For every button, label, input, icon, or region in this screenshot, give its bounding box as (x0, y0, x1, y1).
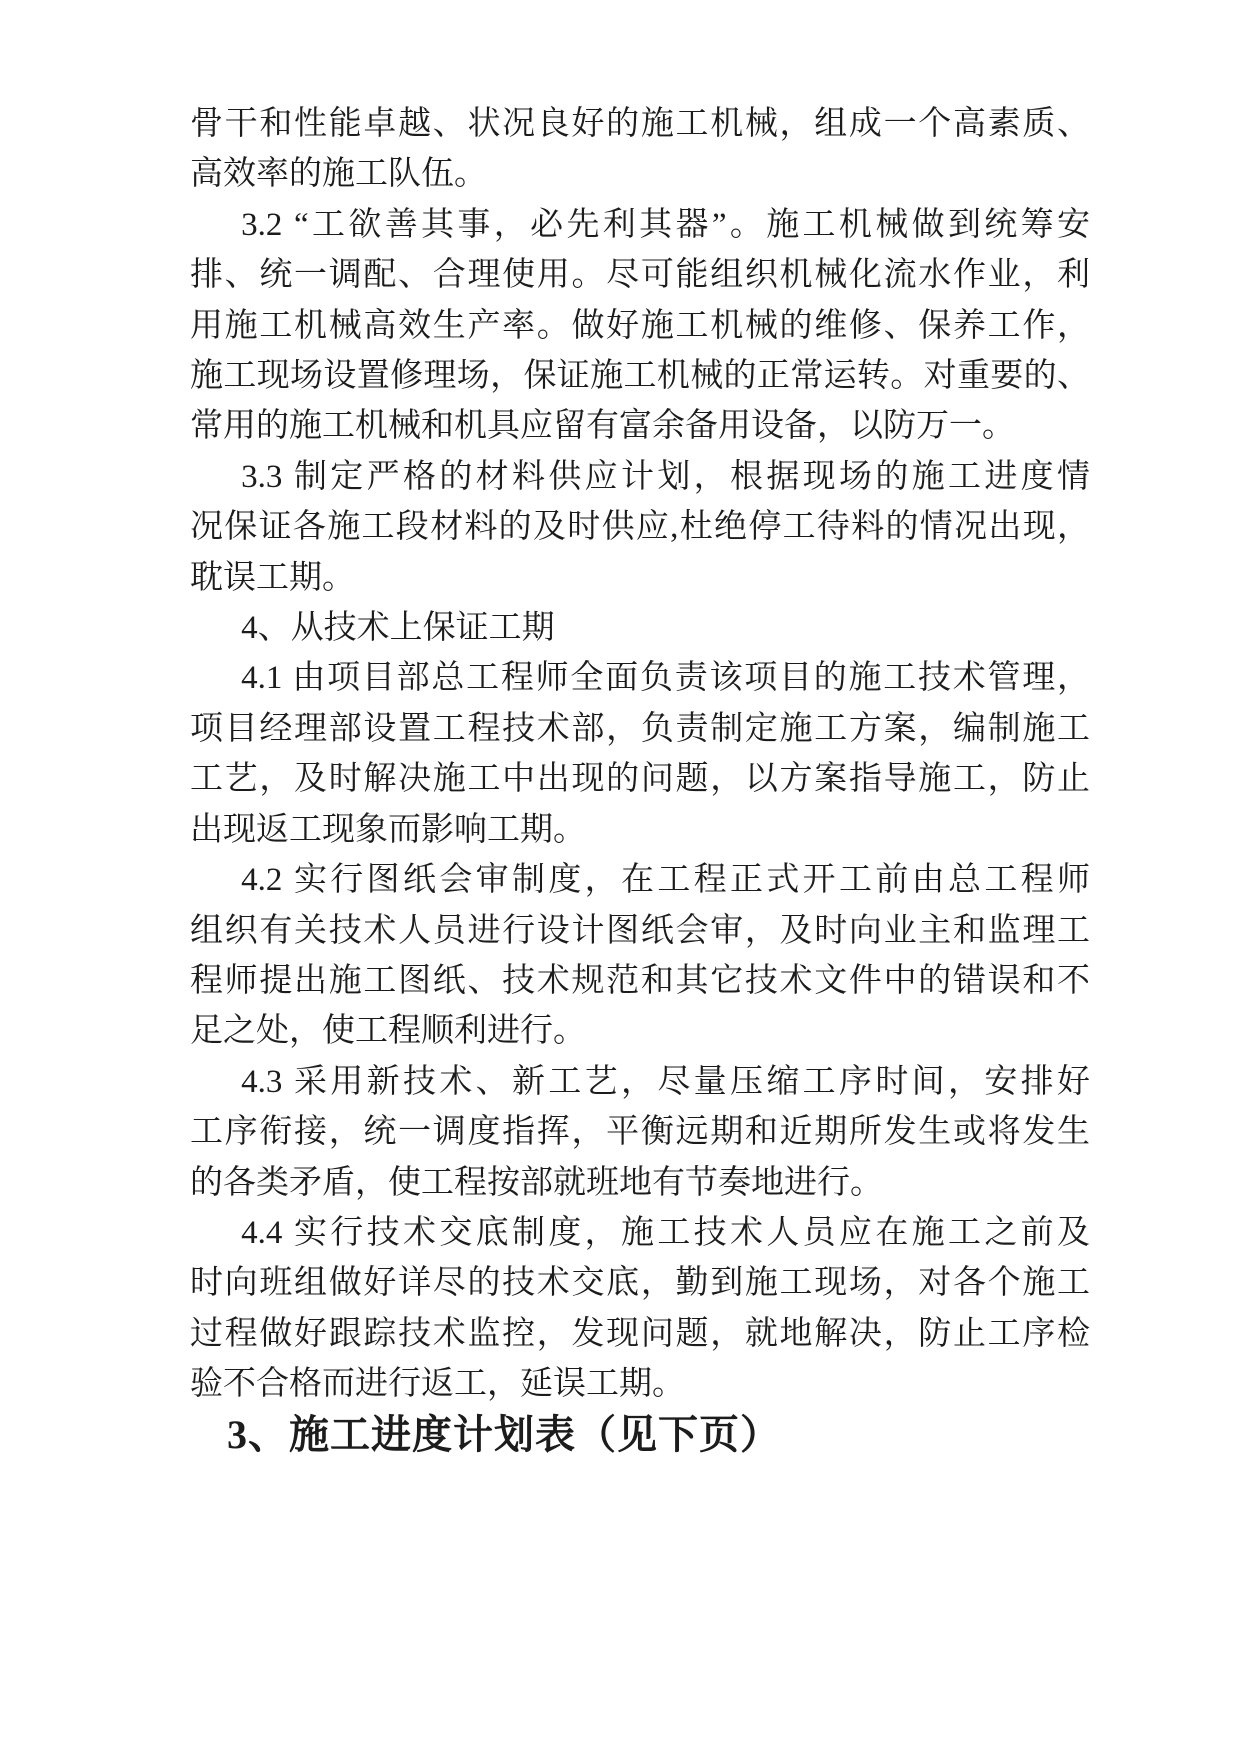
text-line: 耽误工期。 (190, 559, 355, 596)
text-line: 高效率的施工队伍。 (190, 156, 487, 193)
text-line: 3.2 “工欲善其事，必先利其器”。施工机械做到统筹安 (241, 206, 1090, 243)
text-line: 工艺，及时解决施工中出现的问题，以方案指导施工，防止 (190, 761, 1090, 798)
text-line: 组织有关技术人员进行设计图纸会审，及时向业主和监理工 (190, 912, 1090, 949)
text-line: 的各类矛盾，使工程按部就班地有节奏地进行。 (190, 1164, 883, 1201)
paragraph (190, 200, 1090, 452)
paragraph (190, 653, 1090, 855)
paragraph (190, 452, 1090, 603)
text-line: 时向班组做好详尽的技术交底，勤到施工现场，对各个施工 (190, 1265, 1090, 1302)
text-line: 项目经理部设置工程技术部，负责制定施工方案，编制施工 (190, 710, 1090, 747)
text-line: 3.3 制定严格的材料供应计划，根据现场的施工进度情 (241, 458, 1090, 495)
text-line: 4.3 采用新技术、新工艺，尽量压缩工序时间，安排好 (241, 1063, 1090, 1100)
text-line: 出现返工现象而影响工期。 (190, 811, 586, 848)
text-line: 过程做好跟踪技术监控，发现问题，就地解决，防止工序检 (190, 1315, 1090, 1352)
text-line: 4、从技术上保证工期 (241, 610, 555, 647)
text-line: 常用的施工机械和机具应留有富余备用设备，以防万一。 (190, 408, 1015, 445)
text-line: 足之处，使工程顺利进行。 (190, 1013, 586, 1050)
paragraph (190, 603, 1090, 653)
text-line: 工序衔接，统一调度指挥，平衡远期和近期所发生或将发生 (190, 1114, 1090, 1151)
text-line: 施工现场设置修理场，保证施工机械的正常运转。对重要的、 (190, 358, 1090, 395)
paragraph (190, 855, 1090, 1057)
text-line: 用施工机械高效生产率。做好施工机械的维修、保养工作， (190, 307, 1090, 344)
text-line: 4.4 实行技术交底制度，施工技术人员应在施工之前及 (241, 1214, 1090, 1251)
text-line: 排、统一调配、合理使用。尽可能组织机械化流水作业，利 (190, 257, 1090, 294)
paragraph (190, 99, 1090, 200)
text-line: 4.2 实行图纸会审制度，在工程正式开工前由总工程师 (241, 862, 1090, 899)
paragraph (190, 1057, 1090, 1208)
text-line: 3、施工进度计划表（见下页） (227, 1411, 781, 1457)
text-line: 验不合格而进行返工，延误工期。 (190, 1366, 685, 1403)
document-body (190, 99, 1090, 1460)
text-line: 骨干和性能卓越、状况良好的施工机械，组成一个高素质、 (190, 106, 1090, 142)
paragraph (190, 1208, 1090, 1410)
text-line: 4.1 由项目部总工程师全面负责该项目的施工技术管理， (241, 660, 1090, 697)
text-line: 程师提出施工图纸、技术规范和其它技术文件中的错误和不 (190, 962, 1090, 999)
text-line: 况保证各施工段材料的及时供应,杜绝停工待料的情况出现， (190, 509, 1090, 546)
section-heading (190, 1410, 1090, 1460)
